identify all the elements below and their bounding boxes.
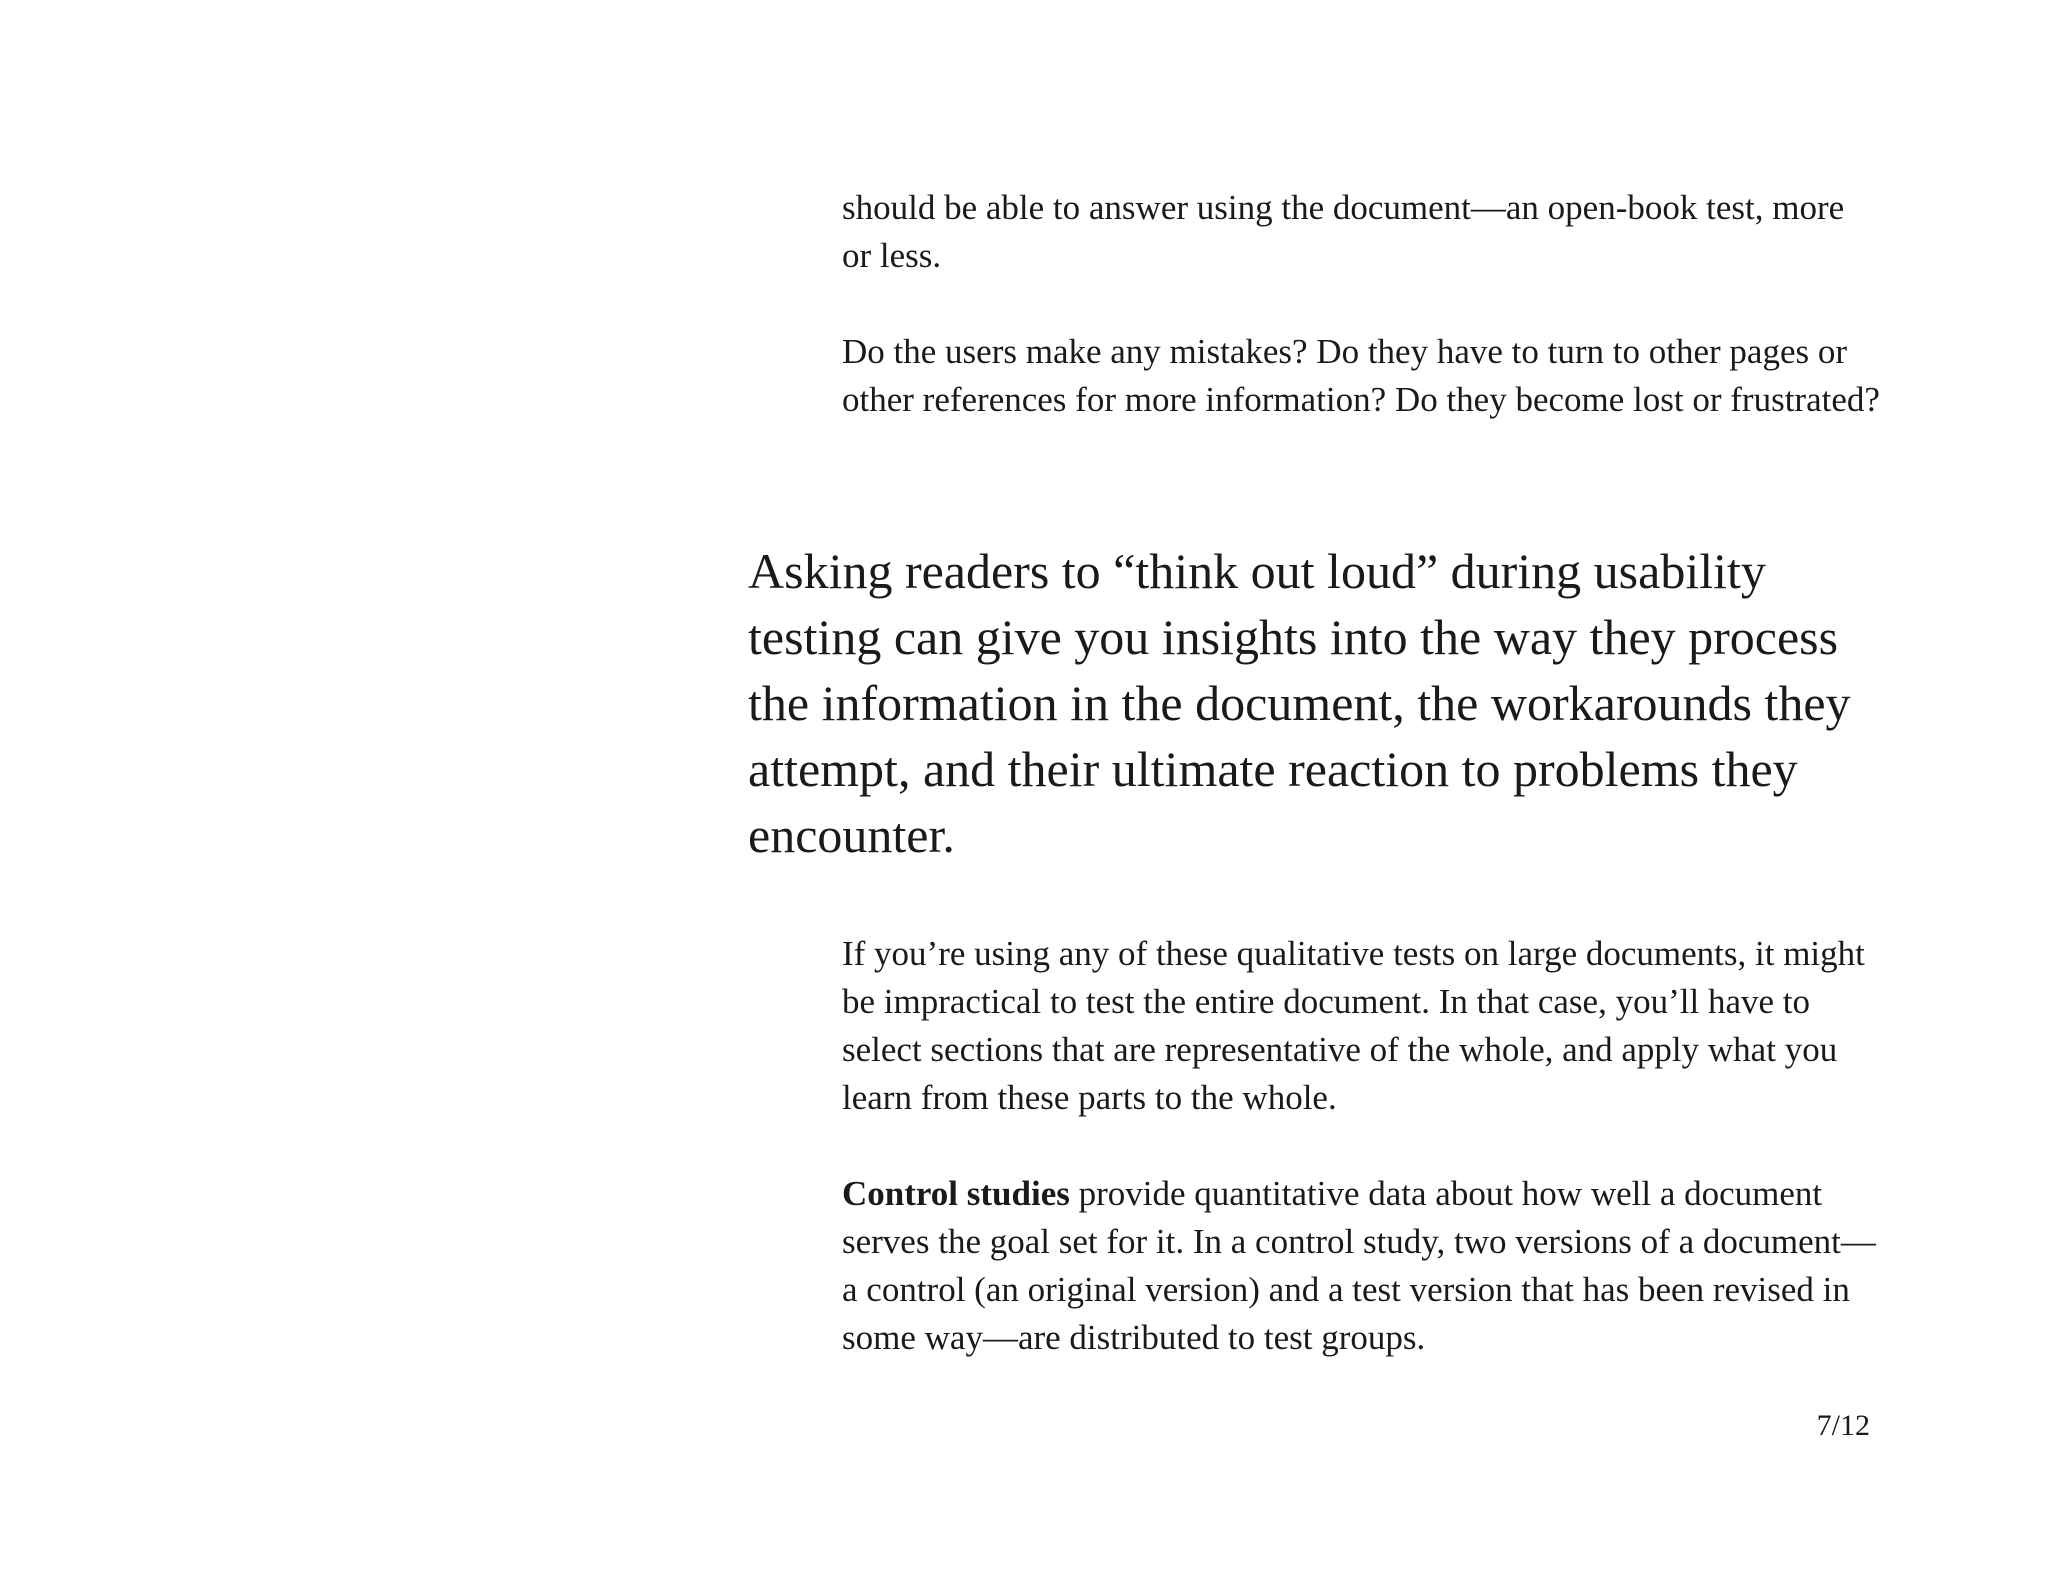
- paragraph-control-studies: [842, 1170, 1882, 1362]
- paragraph-large-documents: If you’re using any of these qualitative tests on large documents, it might be impractical to test the entire document. In that case, you’ll have to select sections that are representative of the whole, and apply what you learn from these parts to the whole.: [842, 934, 1865, 1117]
- page-number: 7/12: [1816, 1409, 1870, 1442]
- control-studies-term: Control studies: [842, 1174, 1070, 1213]
- paragraph-user-mistakes: Do the users make any mistakes? Do they have to turn to other pages or other references for more information? Do they become lost or frustrated?: [842, 332, 1880, 419]
- control-studies-description: provide quantitative data about how well a document serves the goal set for it. In a control study, two versions of a document—a control (an original version) and a test version that has been revised in some way—are distributed to test groups.: [842, 1174, 1876, 1357]
- paragraph-open-book-test: should be able to answer using the document—an open-book test, more or less.: [842, 188, 1845, 275]
- pull-quote-think-out-loud: Asking readers to “think out loud” during usability testing can give you insights into the way they process the information in the document, the workarounds they attempt, and their ultimate reaction to problems they encounter.: [748, 543, 1851, 863]
